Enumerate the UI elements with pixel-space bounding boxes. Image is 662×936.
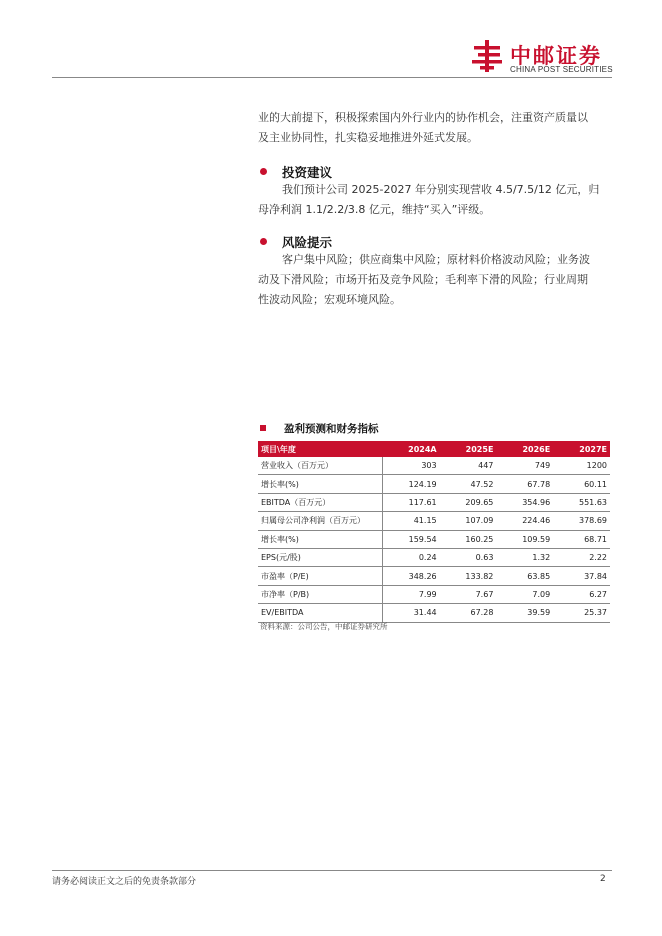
table-cell: 68.71 — [553, 530, 610, 548]
table-cell: 47.52 — [440, 475, 497, 493]
table-cell: 159.54 — [382, 530, 440, 548]
table-row — [258, 457, 610, 475]
table-title-square-icon — [260, 425, 266, 431]
table-header-row — [258, 441, 610, 457]
table-row — [258, 567, 610, 585]
table-header-cell: 2026E — [496, 441, 553, 457]
table-row — [258, 548, 610, 566]
table-cell: 551.63 — [553, 493, 610, 511]
table-row — [258, 493, 610, 511]
table-cell: 0.24 — [382, 548, 440, 566]
table-cell: 60.11 — [553, 475, 610, 493]
footer-disclaimer: 请务必阅读正文之后的免责条款部分 — [52, 877, 197, 887]
table-row — [258, 604, 610, 622]
table-cell: 749 — [496, 457, 553, 475]
table-cell: 303 — [382, 457, 440, 475]
table-cell: 1200 — [553, 457, 610, 475]
china-post-logo-icon — [470, 38, 504, 74]
table-cell: 1.32 — [496, 548, 553, 566]
table-row-label: 增长率(%) — [258, 475, 382, 493]
table-row-label: 归属母公司净利润（百万元） — [258, 512, 382, 530]
page-number: 2 — [600, 874, 606, 884]
investment-advice-paragraph — [258, 180, 612, 220]
text-line: 及主业协同性，扎实稳妥地推进外延式发展。 — [258, 131, 478, 144]
table-cell: 6.27 — [553, 585, 610, 603]
table-cell: 37.84 — [553, 567, 610, 585]
brand-name-cn: 中邮证券 — [510, 44, 602, 68]
table-row — [258, 475, 610, 493]
table-cell: 41.15 — [382, 512, 440, 530]
table-cell: 378.69 — [553, 512, 610, 530]
table-header-cell: 2025E — [440, 441, 497, 457]
text-line: 业的大前提下，积极探索国内外行业内的协作机会，注重资产质量以 — [258, 111, 588, 124]
table-cell: 31.44 — [382, 604, 440, 622]
table-cell: 348.26 — [382, 567, 440, 585]
brand-name-en: CHINA POST SECURITIES — [510, 65, 613, 74]
section-title-risk-warning: 风险提示 — [282, 235, 333, 250]
table-cell: 160.25 — [440, 530, 497, 548]
table-row-label: EV/EBITDA — [258, 604, 382, 622]
table-cell: 124.19 — [382, 475, 440, 493]
table-title: 盈利预测和财务指标 — [284, 423, 379, 435]
table-cell: 447 — [440, 457, 497, 475]
table-row-label: 营业收入（百万元） — [258, 457, 382, 475]
text-line: 性波动风险；宏观环境风险。 — [258, 293, 401, 306]
financial-forecast-table — [258, 441, 610, 623]
table-cell: 7.99 — [382, 585, 440, 603]
table-cell: 7.09 — [496, 585, 553, 603]
table-header-cell: 项目\年度 — [258, 441, 382, 457]
text-line: 母净利润 1.1/2.2/3.8 亿元，维持“买入”评级。 — [258, 203, 491, 216]
table-cell: 7.67 — [440, 585, 497, 603]
table-header-cell: 2027E — [553, 441, 610, 457]
text-line: 我们预计公司 2025-2027 年分别实现营收 4.5/7.5/12 亿元，归 — [282, 183, 600, 196]
table-cell: 354.96 — [496, 493, 553, 511]
table-row-label: EPS(元/股) — [258, 548, 382, 566]
table-row — [258, 585, 610, 603]
text-line: 动及下滑风险；市场开拓及竞争风险；毛利率下滑的风险；行业周期 — [258, 273, 588, 286]
table-cell: 224.46 — [496, 512, 553, 530]
section-bullet-icon — [260, 168, 267, 175]
table-cell: 67.78 — [496, 475, 553, 493]
table-cell: 25.37 — [553, 604, 610, 622]
table-cell: 107.09 — [440, 512, 497, 530]
risk-warning-paragraph — [258, 250, 612, 310]
table-cell: 63.85 — [496, 567, 553, 585]
footer-divider — [52, 870, 612, 871]
table-cell: 133.82 — [440, 567, 497, 585]
table-row — [258, 512, 610, 530]
table-row-label: EBITDA（百万元） — [258, 493, 382, 511]
table-cell: 0.63 — [440, 548, 497, 566]
section-title-investment-advice: 投资建议 — [282, 165, 333, 180]
table-row-label: 市盈率（P/E) — [258, 567, 382, 585]
table-cell: 109.59 — [496, 530, 553, 548]
table-source-note: 资料来源：公司公告，中邮证券研究所 — [260, 622, 388, 631]
table-cell: 209.65 — [440, 493, 497, 511]
table-cell: 2.22 — [553, 548, 610, 566]
intro-paragraph — [258, 108, 612, 148]
table-header-cell: 2024A — [382, 441, 440, 457]
table-cell: 67.28 — [440, 604, 497, 622]
table-cell: 117.61 — [382, 493, 440, 511]
header-divider — [52, 77, 612, 78]
table-row — [258, 530, 610, 548]
text-line: 客户集中风险；供应商集中风险；原材料价格波动风险；业务波 — [282, 253, 590, 266]
table-row-label: 市净率（P/B) — [258, 585, 382, 603]
table-row-label: 增长率(%) — [258, 530, 382, 548]
section-bullet-icon — [260, 238, 267, 245]
table-cell: 39.59 — [496, 604, 553, 622]
